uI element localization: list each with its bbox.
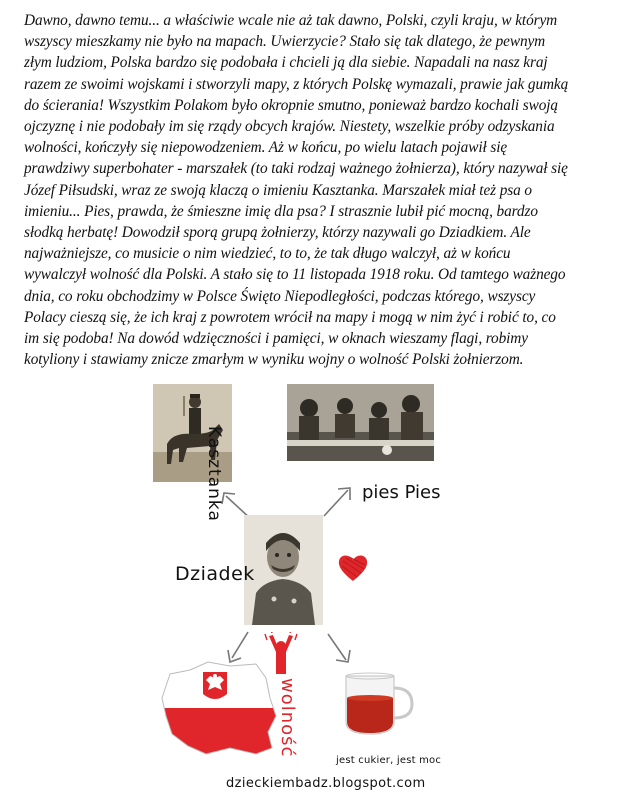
blog-url: dzieckiembadz.blogspot.com — [226, 776, 426, 791]
story-line: im się podoba! Na dowód wdzięczności i pamięci, w oknach wieszamy flagi, robimy — [24, 330, 528, 348]
dziadek-portrait — [244, 515, 323, 625]
story-line: prawdziwy superbohater - marszałek (to taki rodzaj ważnego żołnierza), który nazywał się — [24, 160, 568, 178]
story-line: wszyscy mieszkamy nie było na mapach. Uwierzycie? Stało się tak dlatego, że pewnym — [24, 33, 546, 51]
story-line: Józef Piłsudski, wraz ze swoją klaczą o imieniu Kasztanka. Marszałek miał też psa o — [24, 181, 532, 199]
wolnosc-label: wolność — [277, 678, 298, 758]
story-line: dnia, co roku obchodzimy w Polsce Święto Niepodległości, podczas którego, wszyscy — [24, 287, 536, 305]
story-line: ojczyznę i nie podobały im się rządy obcych krajów. Niestety, wszelkie próby odzyskania — [24, 118, 555, 136]
story-line: do ścierania! Wszystkim Polakom było okropnie smutno, ponieważ bardzo kochali swoją — [24, 96, 558, 114]
tea-caption: jest cukier, jest moc — [336, 755, 442, 766]
heart-icon — [337, 553, 369, 583]
arrow-to-tea — [324, 632, 354, 666]
arrow-to-pies — [318, 482, 358, 522]
pies-label: pies Pies — [362, 482, 441, 503]
story-line: wywalczył wolność dla Polski. A stało się to 11 listopada 1918 roku. Od tamtego ważnego — [24, 266, 566, 284]
story-line: Polacy cieszą się, że ich kraj z powrotem wrócił na mapy i mogą w nim żyć i robić to, co — [24, 308, 556, 326]
story-line: najważniejsze, co musicie o nim wiedzieć, to to, że tak długo walczył, aż w końcu — [24, 245, 511, 263]
pies-group-photo — [287, 384, 434, 461]
car-group-illustration — [287, 384, 434, 461]
story-text — [24, 10, 624, 370]
dziadek-label: Dziadek — [175, 563, 255, 585]
white-eagle-emblem-icon — [203, 672, 227, 699]
kasztanka-label: Kasztanka — [204, 426, 224, 522]
story-line: złym ludziom, Polska bardzo się podobała i chcieli ją dla siebie. Napadali na nasz kraj — [24, 54, 548, 72]
story-line: imieniu... Pies, prawda, że śmieszne imię dla psa? I strasznie lubił pić mocną, bardzo — [24, 202, 538, 220]
pilsudski-collage — [0, 370, 642, 800]
story-line: razem ze swoimi wojskami i stworzyli mapy, z których Polskę wymazali, prawie jak gumką — [24, 75, 569, 93]
story-line: wolności, kończyły się niepowodzeniem. Aż w końcu, po wielu latach pojawił się — [24, 139, 508, 157]
story-line: słodką herbatę! Dowodził sporą grupą żołnierzy, którzy nazywali go Dziadkiem. Ale — [24, 224, 531, 242]
portrait-illustration — [244, 515, 323, 625]
poland-flag-map — [160, 660, 280, 758]
story-line: kotyliony i stawiamy znicze zmarłym w wyniku wojny o wolność Polski żołnierzom. — [24, 351, 524, 369]
tea-glass-icon — [340, 670, 416, 738]
story-line: Dawno, dawno temu... a właściwie wcale nie aż tak dawno, Polski, czyli kraju, w którym — [24, 12, 558, 29]
